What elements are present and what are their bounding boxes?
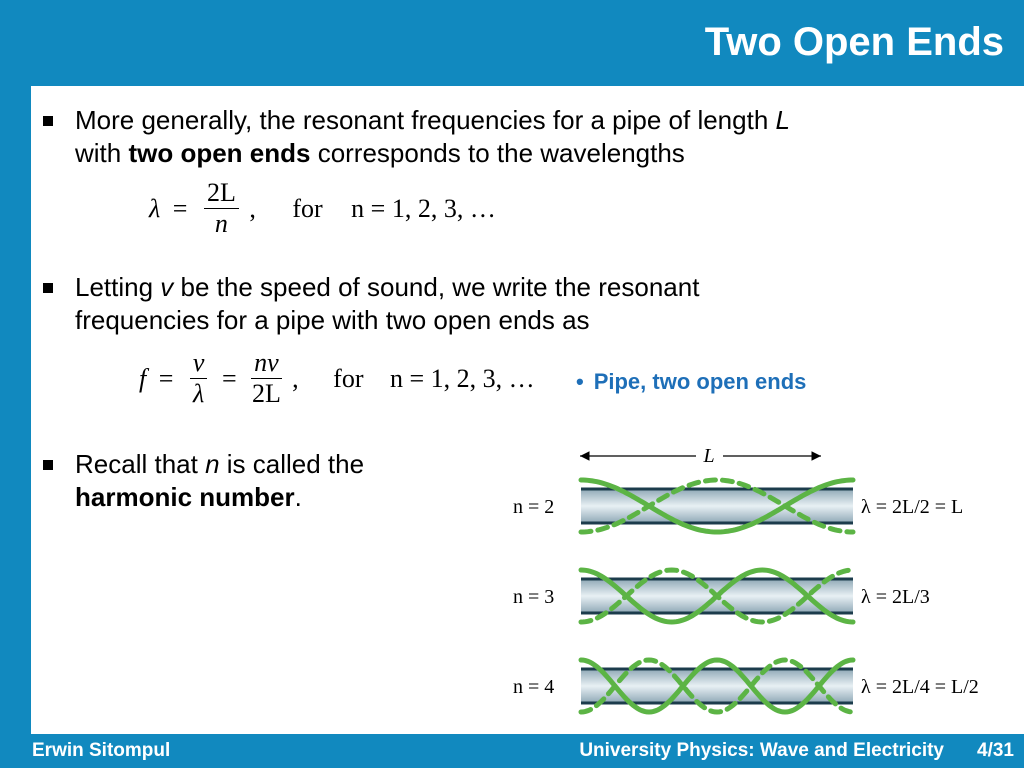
pipe-body [581, 489, 853, 523]
slide-title: Two Open Ends [704, 20, 1004, 64]
eq1-numerator: 2L [204, 178, 239, 209]
eq2-fraction-1 [190, 348, 208, 409]
bullet-3-text-b: is called the [219, 449, 365, 479]
eq2-den-1: λ [193, 379, 205, 408]
eq2-condition: n = 1, 2, 3, … [390, 363, 535, 393]
eq1-equals: = [172, 193, 188, 223]
equation-frequency [139, 348, 535, 409]
figure-caption [576, 369, 806, 395]
standing-wave-diagram [509, 440, 1009, 726]
bullet-3-end: . [294, 482, 302, 512]
equation-wavelength [149, 178, 496, 239]
eq2-equals-2: = [221, 363, 237, 393]
bullet-3-text: Recall that [75, 449, 206, 479]
caption-bullet: • [576, 369, 584, 394]
bullet-1-text: More generally, the resonant frequencies for a pipe of length [75, 105, 776, 135]
bullet-2-var: v [160, 272, 174, 302]
bullet-2-text-b: be the speed of sound, we write the resonant [173, 272, 700, 302]
bullet-3 [43, 448, 364, 514]
eq1-lambda: λ [149, 193, 161, 223]
bullet-marker [43, 283, 53, 293]
wavelength-label: λ = 2L/3 [861, 586, 930, 608]
bullet-marker [43, 460, 53, 470]
eq2-equals-1: = [158, 363, 174, 393]
harmonic-label: n = 4 [513, 676, 555, 698]
eq1-fraction [204, 178, 239, 239]
eq2-num-2: nv [251, 348, 282, 379]
bullet-1-text-2b: corresponds to the wavelengths [310, 138, 685, 168]
footer-course: University Physics: Wave and Electricity [579, 740, 944, 761]
content-area [31, 86, 1024, 734]
eq2-fraction-2 [251, 348, 282, 409]
bullet-2-text-2: frequencies for a pipe with two open ends as [75, 305, 590, 335]
wavelength-label: λ = 2L/2 = L [861, 496, 964, 518]
caption-text: Pipe, two open ends [593, 369, 807, 394]
eq2-f: f [139, 363, 147, 393]
bullet-3-bold: harmonic number [75, 482, 295, 512]
bullet-marker [43, 116, 53, 126]
eq1-comma: , [249, 193, 256, 223]
footer-author: Erwin Sitompul [32, 740, 171, 761]
pipe-body [581, 669, 853, 703]
harmonic-rows [513, 480, 979, 712]
harmonic-label: n = 2 [513, 496, 555, 518]
page-number: 4/31 [977, 740, 1014, 761]
bullet-1-bold: two open ends [128, 138, 311, 168]
length-label: L [703, 445, 715, 467]
wavelength-label: λ = 2L/4 = L/2 [861, 676, 979, 698]
harmonic-label: n = 3 [513, 586, 555, 608]
eq2-comma: , [292, 363, 299, 393]
bullet-2 [43, 271, 699, 337]
eq1-condition: n = 1, 2, 3, … [351, 193, 496, 223]
eq2-for: for [333, 363, 364, 393]
eq1-for: for [292, 193, 323, 223]
bullet-3-var: n [205, 449, 220, 479]
eq1-denominator: n [214, 209, 228, 238]
bullet-1 [43, 104, 790, 170]
eq2-num-1: v [190, 348, 208, 379]
bullet-1-var: L [775, 105, 790, 135]
bullet-2-text: Letting [75, 272, 161, 302]
bullet-1-text-2a: with [75, 138, 129, 168]
eq2-den-2: 2L [251, 379, 281, 408]
